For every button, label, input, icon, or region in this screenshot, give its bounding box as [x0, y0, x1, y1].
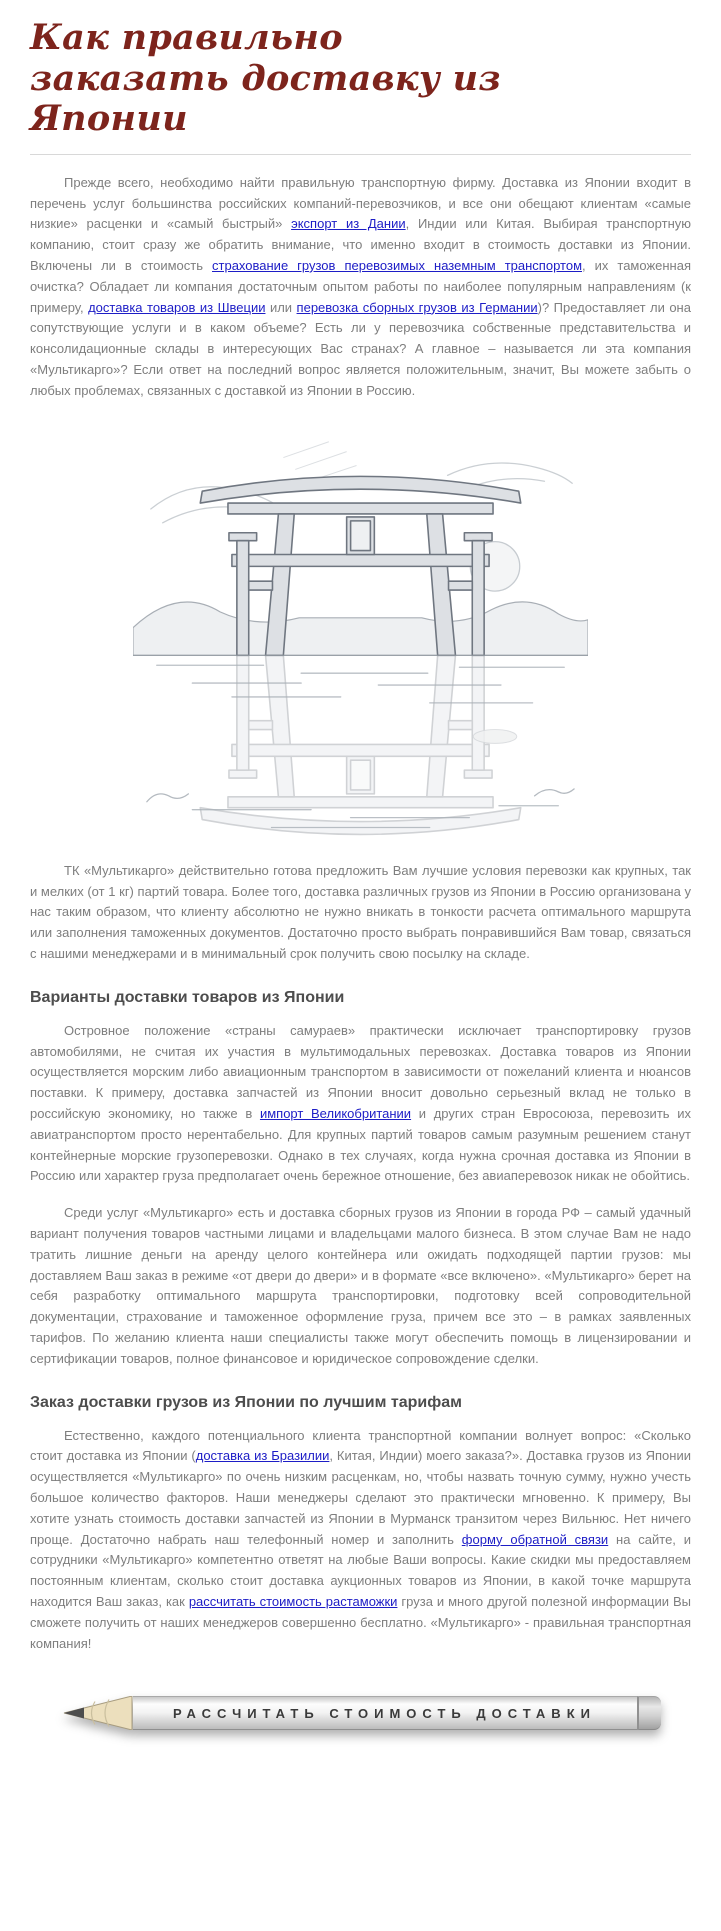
paragraph-text: Прежде всего, необходимо найти правильную транспортную фирму. Доставка из Японии входит в перечень услуг большинства российских компаний-перевозчиков, и все они обещают клиентам «самые низкие» расценки и «самый быстрый» [30, 174, 691, 232]
paragraph-text: на сайте, и сотрудники «Мультикарго» компетентно ответят на любые Ваши вопросы. Какие скидки мы предоставляем постоянным клиентам, сколько стоит доставка аукционных товаров из Японии, в какой точке маршрута находится Ваш заказ, как [30, 1531, 692, 1609]
paragraph-text: и других стран Евросоюза, перевозить их авиатранспортом просто нерентабельно. Для крупных партий товаров самым разумным решением станут контейнерные морские грузоперевозки. Однако в тех случаях, когда нужна срочная доставка из Японии в Россию или характер груза предполагает очень бережное отношение, без авиаперевозок никак не обойтись. [30, 1106, 692, 1184]
pencil-end-cap [637, 1696, 661, 1730]
paragraph-text: Естественно, каждого потенциального клиента транспортной компании волнует вопрос: «Сколько стоит доставка из Японии ( [30, 1427, 691, 1464]
export-from-denmark-link[interactable]: экспорт из Дании [291, 216, 406, 232]
torii-gate-sketch-icon [133, 418, 588, 843]
section-heading-delivery-options: Варианты доставки товаров из Японии [30, 988, 345, 1006]
groupage-from-germany-link[interactable]: перевозка сборных грузов из Германии [296, 299, 538, 315]
torii-gate-illustration [133, 418, 588, 843]
feedback-form-link[interactable]: форму обратной связи [461, 1531, 609, 1547]
groupage-paragraph [30, 1203, 691, 1369]
delivery-from-sweden-link[interactable]: доставка товаров из Швеции [88, 299, 266, 315]
title-divider [30, 154, 691, 155]
paragraph-text: Островное положение «страны самураев» практически исключает транспортировку грузов автомобилями, не считая их участия в мультимодальных перевозках. Доставка товаров из Японии осуществляется морским либо авиационным транспортом в зависимости от пожеланий клиента и нюансов поставки. К примеру, доставка запчастей из Японии вносит довольно серьезный вклад не только в российскую экономику, но также в [30, 1022, 691, 1122]
pencil-tip-icon [61, 1696, 133, 1730]
customs-cost-link[interactable]: рассчитать стоимость растаможки [188, 1593, 398, 1609]
paragraph-text: , их таможенная очистка? Обладает ли компания достаточным опытом работы по наиболее популярным направлениям (к примеру, [30, 257, 691, 315]
paragraph-text: , Китая, Индии) моего заказа?». Доставка грузов из Японии осуществляется «Мультикарго» по очень низким расценкам, но, чтобы назвать точную сумму, нужно учесть большое количество факторов. Наши менеджеры сделают это практически мгновенно. К примеру, Вы хотите узнать стоимость доставки запчастей из Японии в Мурманск транзитом через Вильнюс. Нет ничего проще. Достаточно набрать наш телефонный номер и заполнить [30, 1448, 691, 1547]
delivery-from-brazil-link[interactable]: доставка из Бразилии [195, 1448, 330, 1464]
pencil-body [133, 1696, 637, 1730]
section-heading-order-tariffs: Заказ доставки грузов из Японии по лучшим тарифам [30, 1393, 462, 1411]
paragraph-text: ТК «Мультикарго» действительно готова предложить Вам лучшие условия перевозки как крупных, так и мелких (от 1 кг) партий товара. Более того, доставка различных грузов из Японии в Россию организована у нас таким образом, что клиенту абсолютно не нужно вникать в тонкости расчета оптимального маршрута или заполнения таможенных документов. Достаточно просто выбрать понравившийся Вам товар, связаться с нашими менеджерами и в минимальный срок получить свою посылку на складе. [30, 862, 691, 962]
calculate-cost-button[interactable] [61, 1696, 661, 1730]
company-paragraph [30, 861, 691, 965]
pricing-paragraph [30, 1426, 691, 1655]
uk-import-link[interactable]: импорт Великобритании [259, 1106, 412, 1122]
paragraph-text: груза и много другой полезной информации Вы сможете получить от наших менеджеров совершенно бесплатно. «Мультикарго» - правильная транспортная компания! [30, 1593, 692, 1651]
intro-paragraph [30, 173, 691, 402]
paragraph-text: )? Предоставляет ли она сопутствующие услуги и в каком объеме? Есть ли у перевозчика собственные представительства и консолидационные склады в интересующих Вас странах? А главное – называется ли эта компания «Мультикарго»? Если ответ на последний вопрос является положительным, значит, Вы можете забыть о любых проблемах, связанных с доставкой из Японии в Россию. [30, 299, 691, 398]
transport-options-paragraph [30, 1021, 691, 1187]
paragraph-text: , Индии или Китая. Выбирая транспортную компанию, стоит сразу же обратить внимание, что именно входит в стоимость доставки из Японии. Включены ли в стоимость [30, 216, 691, 273]
paragraph-text: или [265, 299, 297, 315]
cargo-insurance-link[interactable]: страхование грузов перевозимых наземным транспортом [212, 257, 583, 273]
paragraph-text: Среди услуг «Мультикарго» есть и доставка сборных грузов из Японии в города РФ – самый удачный вариант получения товаров частными лицами и владельцами малого бизнеса. В этом случае Вам не надо тратить лишние деньги на аренду целого контейнера или ожидать подходящей партии грузов: мы доставляем Ваш заказ в режиме «от двери до двери» и в формате «все включено». «Мультикарго» берет на себя разработку оптимального маршрута транспортировки, подготовку всей сопроводительной документации, страхование и таможенное оформление груза, причем все это – в рамках заявленных тарифов. По желанию клиента наши специалисты также могут обеспечить помощь в лицензировании и сертификации товаров, полное финансовое и юридическое сопровождение сделки. [30, 1205, 691, 1366]
page-title: Как правильно заказать доставку из Японии [30, 17, 501, 140]
calculate-cost-button-label: РАССЧИТАТЬ СТОИМОСТЬ ДОСТАВКИ [173, 1705, 596, 1721]
